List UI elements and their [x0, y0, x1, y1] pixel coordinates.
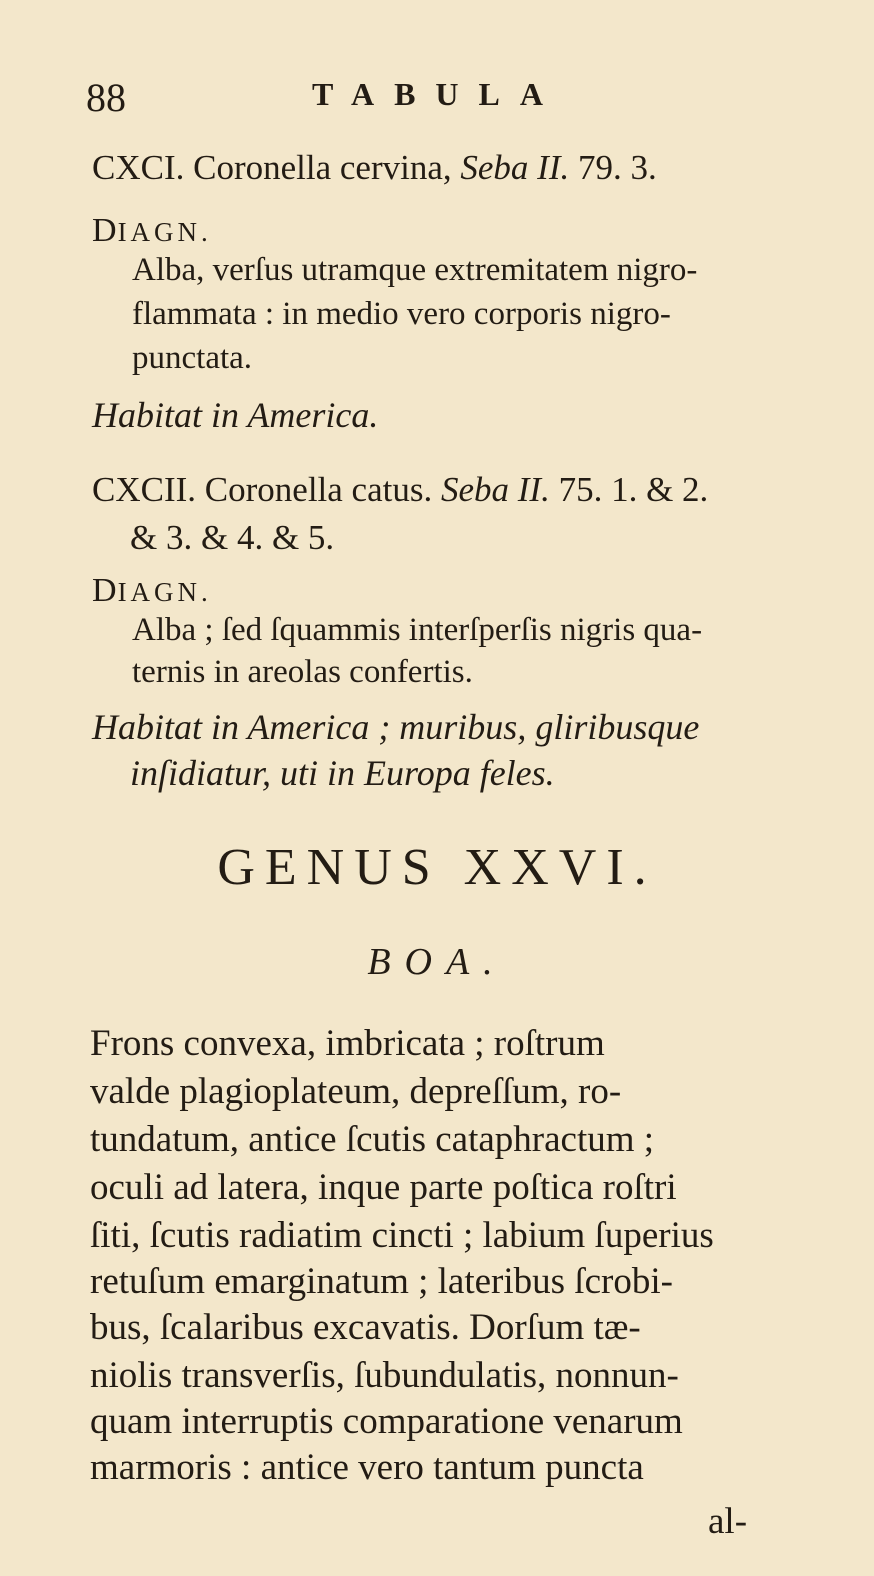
diagnosis-label-initial: D — [92, 212, 118, 249]
reference-plate: 75. 1. & 2. — [558, 470, 709, 509]
description-line: niolis transverſis, ſubundulatis, nonnun- — [90, 1355, 679, 1396]
description-line: oculi ad latera, inque parte poſtica roſtri — [90, 1167, 677, 1208]
reference-plate: 79. 3. — [578, 148, 657, 187]
description-line: retuſum emarginatum ; lateribus ſcrobi- — [90, 1261, 673, 1302]
species-name: Coronella catus. — [204, 470, 433, 509]
description-line: marmoris : antice vero tantum puncta — [90, 1447, 644, 1488]
diagnosis-label-initial: D — [92, 572, 118, 609]
description-line: Frons convexa, imbricata ; roſtrum — [90, 1023, 605, 1064]
diagnosis-line: punctata. — [132, 340, 253, 376]
habitat-line: inſidiatur, uti in Europa feles. — [130, 753, 555, 793]
diagnosis-label-rest: IAGN. — [117, 577, 212, 607]
diagnosis-label-rest: IAGN. — [117, 217, 212, 247]
description-line: ſiti, ſcutis radiatim cincti ; labium ſuperius — [90, 1215, 714, 1256]
reference-author: Seba II. — [440, 470, 550, 509]
page-number: 88 — [86, 75, 126, 120]
diagnosis-label — [92, 572, 212, 610]
entry-heading — [92, 148, 657, 188]
catchword: al- — [708, 1501, 748, 1542]
entry-number: CXCI. — [92, 148, 185, 187]
genus-name: BOA. — [367, 941, 507, 983]
reference-continuation: & 3. & 4. & 5. — [130, 518, 335, 557]
entry-heading — [92, 470, 708, 510]
diagnosis-line: Alba, verſus utramque extremitatem nigro- — [132, 252, 698, 288]
reference-author: Seba II. — [460, 148, 570, 187]
genus-title: GENUS XXVI. — [217, 839, 657, 896]
diagnosis-line: flammata : in medio vero corporis nigro- — [132, 296, 671, 332]
running-title: TABULA — [312, 76, 563, 112]
diagnosis-label — [92, 212, 212, 250]
habitat-line: Habitat in America. — [92, 395, 379, 435]
description-line: bus, ſcalaribus excavatis. Dorſum tæ- — [90, 1307, 641, 1348]
description-line: valde plagioplateum, depreſſum, ro- — [90, 1071, 622, 1112]
diagnosis-line: ternis in areolas confertis. — [132, 654, 473, 690]
species-name: Coronella cervina, — [193, 148, 452, 187]
habitat-line: Habitat in America ; muribus, gliribusque — [92, 707, 700, 747]
entry-number: CXCII. — [92, 470, 197, 509]
description-line: quam interruptis comparatione venarum — [90, 1401, 683, 1442]
diagnosis-line: Alba ; ſed ſquammis interſperſis nigris qua- — [132, 612, 703, 648]
description-line: tundatum, antice ſcutis cataphractum ; — [90, 1119, 655, 1160]
